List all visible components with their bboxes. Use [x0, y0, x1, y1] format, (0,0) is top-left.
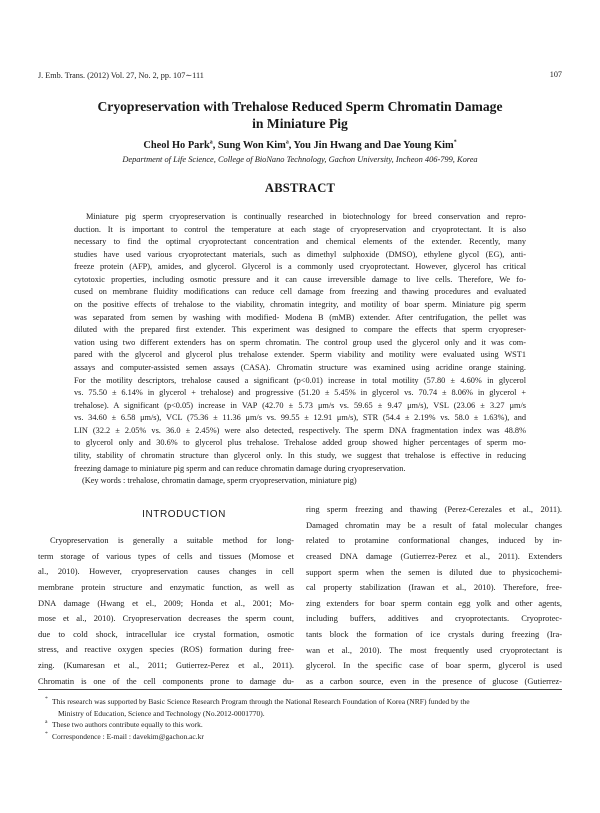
abstract-line: diluted with the prepared first extender. This experiment was designed to compare the effects that sperm cryopreser-: [74, 325, 526, 335]
footnote-text: This research was supported by Basic Science Research Program through the National Research Foundation of Korea (NRF) funded by the: [52, 697, 470, 706]
body-line: support sperm when the semen is diluted due to physicochemi-: [306, 566, 562, 577]
journal-citation: J. Emb. Trans. (2012) Vol. 27, No. 2, pp. 107∼111: [38, 71, 204, 80]
body-line: stress, and reactive oxygen species (ROS) formation during free-: [38, 644, 294, 655]
affiliation: Department of Life Science, College of BioNano Technology, Gachon University, Incheon 406-799, Korea: [122, 155, 478, 164]
abstract-line: freeze protein (AFP), amides, and glycerol. Glycerol is a commonly used cryoprotectant. However, glycerol has critical: [74, 262, 526, 272]
body-line: ring sperm freezing and thawing (Perez-Cerezales et al., 2011).: [306, 504, 562, 514]
body-line: related to protamine conformational changes, induced by in-: [306, 535, 562, 546]
corresponding-mark: *: [453, 139, 457, 146]
body-line: wan et al., 2010). The most frequently used cryoprotectant is: [306, 644, 562, 655]
abstract-line: to glycerol only and 30.6% to glycerol plus trehalose. Trehalose added group showed higher percentages of sperm mo-: [74, 438, 526, 448]
title-line-2: in Miniature Pig: [252, 115, 348, 131]
body-line: zing. (Kumaresan et al., 2011; Gutierrez-Perez et al., 2011).: [38, 660, 294, 671]
body-line: Chromatin is one of the cell components prone to damage du-: [38, 675, 294, 686]
keywords: (Key words : trehalose, chromatin damage, sperm cryopreservation, miniature pig): [82, 476, 357, 486]
abstract-line: on the positive effects of trehalose to the viability, chromatin integrity, and motility of boar sperm. Miniature pig sperm: [74, 300, 526, 310]
abstract-line: vs. 34.60 ± 6.58 μm/s), VCL (75.36 ± 11.36 μm/s vs. 99.55 ± 12.91 μm/s), STR (54.4 ± 2.19% vs. 58.0 ± 1.63%), and: [74, 413, 526, 423]
body-line: creased DNA damage (Gutierrez-Perez et al., 2011). Extenders: [306, 550, 562, 561]
abstract-line: studies have used various cryoprotectant materials, such as dimethyl sulphoxide (DMSO), ethylene glycol (EG), anti-: [74, 249, 526, 259]
introduction-heading: INTRODUCTION: [142, 509, 226, 520]
author-2: , Sung Won Kim: [212, 140, 286, 151]
body-line: as a carbon source, even in the presence of glucose (Gutierrez-: [306, 676, 562, 687]
body-line: tants block the formation of ice crystals during freezing (Ira-: [306, 629, 562, 640]
authors-rest: , You Jin Hwang and Dae Young Kim: [288, 140, 454, 151]
abstract-line: trehalose). A significant (p<0.05) increase in VAP (42.70 ± 5.73 μm/s vs. 59.65 ± 9.47 μm/s), VSL (23.06 ± 3.27 μm/s: [74, 400, 526, 410]
body-line: DNA damage (Hwang et el., 2009; Honda et al., 2001; Mo-: [38, 597, 294, 608]
title-line-1: Cryopreservation with Trehalose Reduced Sperm Chromatin Damage: [97, 99, 503, 114]
introduction-right-column: [306, 502, 562, 690]
footnote-divider: [38, 689, 562, 690]
abstract-line: vation using two different extenders has on sperm chromatin. The control group used the glycerol only and it was com-: [74, 337, 526, 347]
abstract-line: vs. 75.50 ± 6.14% in glycerol + trehalose) and progressive (51.20 ± 5.45% in glycerol vs. 70.74 ± 8.06% in glycerol +: [74, 388, 526, 398]
abstract-line: tility, stability of chromatin structure than glycerol only. In this study, we suggest that trehalose is effective in reducing: [74, 450, 526, 460]
abstract-line: cused on membrane fluidity modifications can reduce cell damage from freezing and thawing procedures and evaluated: [74, 287, 526, 297]
abstract-line: cytotoxic properties, including osmotic pressure and it can cause irreversible damage to live cells. Therefore, We fo-: [74, 274, 526, 284]
abstract-heading: ABSTRACT: [264, 181, 336, 195]
body-line: mose et al., 2010). Cryopreservation decreases the sperm count,: [38, 613, 294, 624]
abstract-line: necessary to find the optimal cryoprotectant concentration and chemical elements of the extender. Recently, many: [74, 237, 526, 247]
abstract-line: duction. It is important to control the temperature at each stage of cryopreservation and cryoprotectant. It is also: [74, 224, 526, 234]
body-line: al., 2010). However, cryopreservation causes changes in cell: [38, 566, 294, 577]
body-line: term storage of various types of cells and tissues (Momose et: [38, 550, 294, 561]
body-line: membrane protein structure and enzymatic function, as well as: [38, 581, 294, 592]
introduction-left-column: [38, 533, 294, 689]
abstract-line: LIN (32.2 ± 2.05% vs. 36.0 ± 2.45%) were also detected, respectively. The sperm DNA fragmentation index was 48.8%: [74, 425, 526, 435]
author-2-mark: a: [285, 139, 289, 146]
footnote-mark: *: [45, 730, 48, 737]
paper-title: [40, 99, 560, 132]
author-list: [40, 140, 560, 151]
body-line: including buffers, additives and cryoprotectants. Cryoprotec-: [306, 613, 562, 624]
abstract-line: For the motility descriptors, trehalose caused a significant (p<0.01) increase in total motility (57.80 ± 4.60% in glycerol: [74, 375, 526, 385]
body-line: Damaged chromatin may be a result of fatal molecular changes: [306, 519, 562, 530]
abstract-body: [74, 211, 526, 488]
body-line: glycerol. In the specific case of boar sperm, glycerol is used: [306, 660, 562, 671]
author-1: Cheol Ho Park: [143, 140, 210, 151]
abstract-line: pared with the glycerol and glycerol plus trehalose extender. Sperm viability and motility were evaluated using WST1: [74, 350, 526, 360]
footnote-funding: [45, 696, 562, 719]
abstract-line: assays and computer-assisted semen assays (CASA). Chromatin structure was examined using acridine orange staining.: [74, 362, 526, 372]
footnote-text: These two authors contribute equally to this work.: [52, 720, 203, 730]
footnote-text: Correspondence : E-mail : davekim@gachon.ac.kr: [52, 731, 204, 741]
footnote-mark: a: [45, 719, 48, 726]
author-1-mark: a: [209, 139, 213, 146]
footnote-equal-contribution: [45, 719, 562, 731]
footnote-mark: *: [45, 696, 48, 702]
body-line: cal property stabilization (Irawan et al., 2010). Therefore, free-: [306, 582, 562, 593]
abstract-line: was separated from semen by washing with modified- Modena B (mMB) extender. After centrifugation, the pellet was: [74, 312, 526, 322]
body-line: due to cold shock, intracellular ice crystal formation, osmotic: [38, 628, 294, 639]
abstract-line: Miniature pig sperm cryopreservation is continually researched in biotechnology for breed conservation and repro-: [86, 212, 526, 221]
page-number: 107: [549, 70, 562, 79]
running-header: [38, 70, 562, 82]
abstract-line: freezing damage to miniature pig sperm and can reduce chromatin damage during cryopreservation.: [74, 463, 406, 473]
body-line: Cryopreservation is generally a suitable method for long-: [50, 535, 294, 545]
footnote-correspondence: [45, 730, 562, 743]
footnote-text: Ministry of Education, Science and Technology (No.2012-0001770).: [58, 708, 265, 718]
footnotes: [45, 696, 562, 742]
body-line: zing extenders for boar sperm contain egg yolk and other agents,: [306, 597, 562, 608]
